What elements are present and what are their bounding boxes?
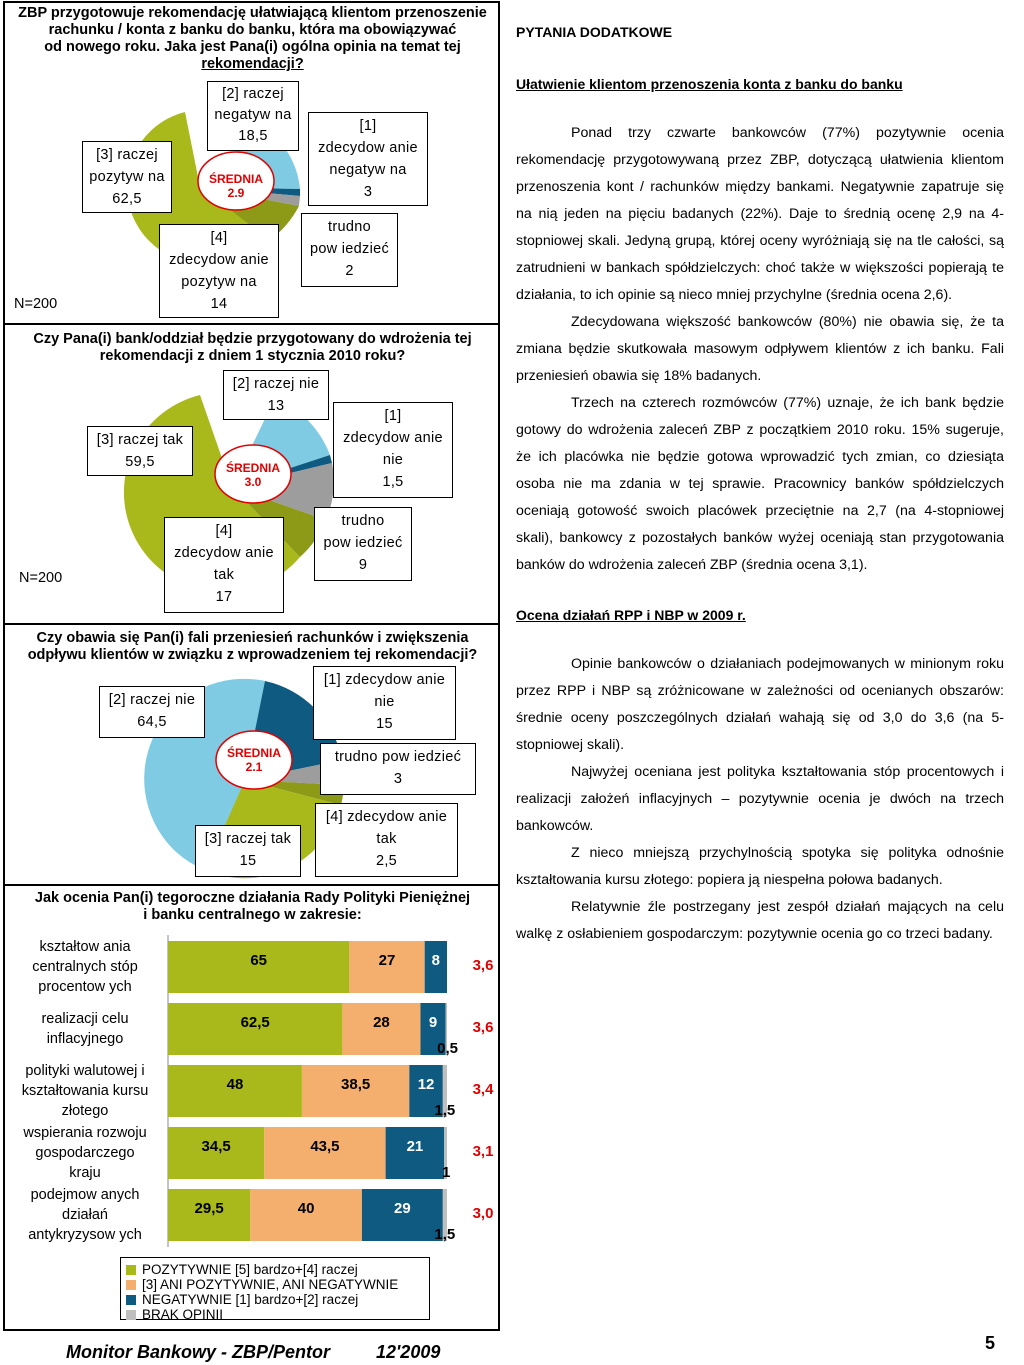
bar-data-label: 62,5 <box>240 1014 270 1031</box>
paragraph: Trzech na czterech rozmówców (77%) uznaje, że ich bank będzie gotowy do wdrożenia zaleceń ZBP z początkiem 2010 roku. 15% sugeruje, że ich placówka nie będzie gotowa wprowadzić tych zmian, co dziesiąta osoba nie ma zdania w tej sprawie. Pracownicy banków spółdzielczych oceniają gotowość swoich placówek przeciętnie na 2,7 (na 4-stopniowej skali), bankowcy z pozostałych banków wyżej oceniają stan przygotowania banków do wdrożenia zaleceń ZBP (średnia ocena 3,1). <box>516 395 1004 573</box>
paragraph: Ponad trzy czwarte bankowców (77%) pozytywnie ocenia rekomendację przygotowywaną przez ZBP, dotyczącą ułatwienia klientom przenoszenia kont / rachunków między bankami. Negatywnie zapatruje się na nią jeden na pięciu badanych (22%). Daje to średnią ocenę 2,9 na 4-stopniowej skali. Jedyną grupą, której oceny wyróżniają się na tle całości, są zatrudnieni w bankach spółdzielczych: choć także w większości popierają te działania, to ich opinie są nieco mniej przychylne (średnia ocena 2,6). <box>516 125 1004 303</box>
bar-mean-score: 3,6 <box>472 957 494 974</box>
legend-swatch <box>126 1265 136 1275</box>
bar-category-label: wspierania rozwoju gospodarczego kraju <box>23 1125 147 1181</box>
bar-data-label: 1 <box>442 1164 451 1181</box>
q2-title: Czy Pana(i) bank/oddział będzie przygotowany do wdrożenia tej rekomendacji z dniem 1 stycznia 2010 roku? <box>33 331 472 364</box>
bar-mean-score: 3,0 <box>472 1205 494 1222</box>
q2-average-text: ŚREDNIA 3.0 <box>225 461 280 489</box>
bar-category-label: podejmow anych działań antykryzysow ych <box>28 1187 142 1243</box>
q4-title: Jak ocenia Pan(i) tegoroczne działania Rady Polityki Pieniężnej i banku centralnego w zakresie: <box>34 890 471 923</box>
legend-swatch <box>126 1280 136 1290</box>
q1-average-text: ŚREDNIA 2.9 <box>208 172 263 200</box>
subsection-heading: Ułatwienie klientom przenoszenia konta z banku do banku <box>516 76 903 92</box>
q2-label-zdecydowanie-tak: [4] zdecydow anie tak 17 <box>164 517 284 613</box>
bar-mean-score: 3,1 <box>472 1143 494 1160</box>
bar-data-label: 8 <box>431 952 441 969</box>
q4-legend <box>120 1257 430 1320</box>
q2-label-raczej-nie: [2] raczej nie 13 <box>223 370 329 420</box>
legend-item-noopinion: BRAK OPINII <box>126 1307 429 1322</box>
bar-data-label: 65 <box>250 952 268 969</box>
q1-label-raczej-pozytywna: [3] raczej pozytyw na 62,5 <box>82 141 172 213</box>
legend-item-positive: POZYTYWNIE [5] bardzo+[4] raczej <box>126 1262 429 1277</box>
legend-swatch <box>126 1295 136 1305</box>
paragraph: Opinie bankowców o działaniach podejmowanych w minionym roku przez RPP i NBP są zróżnicowane w zależności od ocenianych obszarów: średnie oceny poszczególnych działań wahają się od 3,0 do 3,6 (na 5-stopniowej skali). <box>516 656 1004 753</box>
bar-data-label: 48 <box>226 1076 244 1093</box>
footer-date: 12'2009 <box>376 1342 441 1362</box>
legend-item-negative: NEGATYWNIE [1] bardzo+[2] raczej <box>126 1292 429 1307</box>
q1-label-zdecydowanie-pozytywna: [4] zdecydow anie pozytyw na 14 <box>159 224 279 318</box>
right-column <box>516 22 1004 948</box>
subsection-heading: Ocena działań RPP i NBP w 2009 r. <box>516 607 746 623</box>
bar-data-label: 1,5 <box>434 1226 456 1243</box>
q2-sample-size: N=200 <box>19 570 63 586</box>
bar-mean-score: 3,4 <box>472 1081 494 1098</box>
q3-label-trudno: trudno pow iedzieć 3 <box>320 743 476 795</box>
bar-category-label: polityki walutowej i kształtowania kursu złotego <box>21 1063 149 1119</box>
bar-category-label: kształtow ania centralnych stóp procentow ych <box>32 939 138 995</box>
bar-data-label: 1,5 <box>434 1102 456 1119</box>
q1-label-zdecydowanie-negatywna: [1] zdecydow anie negatyw na 3 <box>308 112 428 206</box>
q2-label-raczej-tak: [3] raczej tak 59,5 <box>87 426 193 476</box>
q3-average-text: ŚREDNIA 2.1 <box>226 746 281 774</box>
bar-data-label: 34,5 <box>201 1138 231 1155</box>
q3-title: Czy obawia się Pan(i) fali przeniesień rachunków i zwiększenia odpływu klientów w związku z wprowadzeniem tej rekomendacji? <box>27 630 478 663</box>
paragraph: Relatywnie źle postrzegany jest zespół działań mających na celu walkę z osłabieniem gospodarczym: pozytywnie ocenia go co trzeci badany. <box>516 899 1004 942</box>
q1-title: ZBP przygotowuje rekomendację ułatwiającą klientom przenoszenie rachunku / konta z banku do banku, która ma obowiązywać od nowego roku. Jaka jest Pana(i) ogólna opinia na temat tej rekomendacji? <box>18 5 487 72</box>
bar-data-label: 43,5 <box>310 1138 340 1155</box>
bar-data-label: 9 <box>428 1014 438 1031</box>
bar-category-label: realizacji celu inflacyjnego <box>41 1011 129 1047</box>
footer-title: Monitor Bankowy - ZBP/Pentor <box>66 1342 331 1362</box>
q3-label-raczej-tak: [3] raczej tak 15 <box>195 825 301 877</box>
paragraph: Najwyżej oceniana jest polityka kształtowania stóp procentowych i realizacji założeń inflacyjnych – pozytywnie ocenia je dwóch na trzech bankowców. <box>516 764 1004 834</box>
bar-data-label: 28 <box>373 1014 390 1031</box>
paragraph: Zdecydowana większość bankowców (80%) nie obawia się, że ta zmiana będzie skutkowała masowym odpływem klientów z ich banku. Fali przeniesień obawia się 18% badanych. <box>516 314 1004 384</box>
q1-label-raczej-negatywna: [2] raczej negatyw na 18,5 <box>207 81 299 151</box>
bar-data-label: 29 <box>394 1200 411 1217</box>
legend-swatch <box>126 1310 136 1320</box>
q3-label-zdecydowanie-tak: [4] zdecydow anie tak 2,5 <box>315 803 458 877</box>
paragraph: Z nieco mniejszą przychylnością spotyka się polityka odnośnie kształtowania kursu złotego: popiera ją niespełna połowa badanych. <box>516 845 1004 888</box>
q3-label-raczej-nie: [2] raczej nie 64,5 <box>99 686 205 738</box>
bar-data-label: 27 <box>378 952 396 969</box>
bar-data-label: 29,5 <box>194 1200 224 1217</box>
bar-data-label: 12 <box>417 1076 435 1093</box>
q4-bar-chart <box>0 0 500 1250</box>
bar-data-label: 40 <box>297 1200 315 1217</box>
bar-mean-score: 3,6 <box>472 1019 494 1036</box>
q2-label-trudno: trudno pow iedzieć 9 <box>314 507 412 581</box>
bar-data-label: 0,5 <box>437 1040 459 1057</box>
q1-sample-size: N=200 <box>14 296 58 312</box>
q2-label-zdecydowanie-nie: [1] zdecydow anie nie 1,5 <box>333 402 453 498</box>
legend-item-neutral: [3] ANI POZYTYWNIE, ANI NEGATYWNIE <box>126 1277 429 1292</box>
bar-data-label: 21 <box>406 1138 424 1155</box>
section-heading: PYTANIA DODATKOWE <box>516 24 673 40</box>
page-number: 5 <box>985 1333 996 1353</box>
bar-data-label: 38,5 <box>341 1076 371 1093</box>
q1-label-trudno: trudno pow iedzieć 2 <box>301 213 398 287</box>
q3-label-zdecydowanie-nie: [1] zdecydow anie nie 15 <box>313 666 456 740</box>
